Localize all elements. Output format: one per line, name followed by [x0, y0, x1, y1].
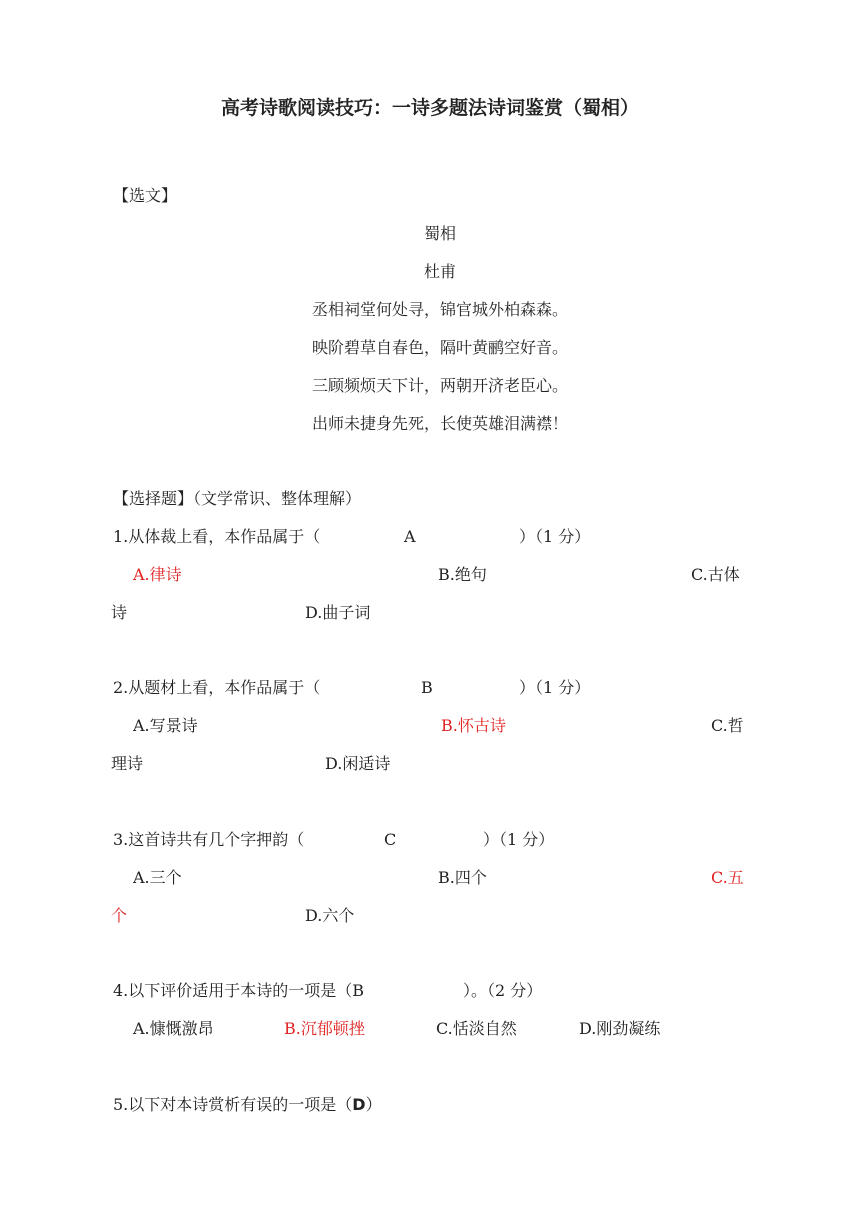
question-2-stem: 2.从题材上看，本作品属于（: [113, 678, 321, 697]
question-1-score: ）（1 分）: [519, 527, 591, 546]
question-3-option-d: D.六个: [305, 906, 355, 925]
question-1-option-b: B.绝句: [438, 565, 487, 584]
question-1-option-c: C.古体: [691, 565, 740, 584]
page-title: 高考诗歌阅读技巧：一诗多题法诗词鉴赏（蜀相）: [220, 97, 639, 119]
question-4-option-b: B.沉郁顿挫: [284, 1019, 365, 1038]
poem-title: 蜀相: [423, 224, 456, 243]
question-2-option-a: A.写景诗: [133, 716, 198, 735]
question-2-option-c-continued: 理诗: [111, 754, 144, 773]
question-2-option-b: B.怀古诗: [441, 716, 506, 735]
question-3-stem: 3.这首诗共有几个字押韵（: [113, 830, 305, 849]
question-2-answer: B: [421, 678, 433, 697]
section-label-multiple-choice: 【选择题】（文学常识、整体理解）: [113, 489, 362, 508]
poem-author: 杜甫: [423, 262, 456, 281]
section-label-passage: 【选文】: [113, 186, 178, 205]
question-1-option-a: A.律诗: [133, 565, 182, 584]
question-2-option-d: D.闲适诗: [325, 754, 391, 773]
question-5-close: ）: [365, 1095, 382, 1114]
question-4-stem: 4.以下评价适用于本诗的一项是（B: [113, 981, 365, 1000]
poem-line: 出师未捷身先死，长使英雄泪满襟！: [311, 414, 568, 433]
question-3-option-a: A.三个: [133, 868, 182, 887]
question-3-option-c-continued: 个: [111, 906, 128, 925]
question-5-stem: 5.以下对本诗赏析有误的一项是（: [113, 1095, 353, 1114]
question-1-stem: 1.从体裁上看，本作品属于（: [113, 527, 321, 546]
question-2-score: ）（1 分）: [519, 678, 591, 697]
question-3-answer: C: [384, 830, 397, 849]
question-4-option-d: D.刚劲凝练: [579, 1019, 661, 1038]
question-3-option-b: B.四个: [438, 868, 487, 887]
poem-line: 丞相祠堂何处寻，锦官城外柏森森。: [311, 300, 568, 319]
question-3-score: ）（1 分）: [483, 830, 555, 849]
question-4-option-c: C.恬淡自然: [436, 1019, 517, 1038]
question-1-answer: A: [404, 527, 416, 546]
question-5-answer: D: [352, 1095, 366, 1114]
question-1-option-c-continued: 诗: [111, 603, 128, 622]
question-2-option-c: C.哲: [711, 716, 744, 735]
question-3-option-c: C.五: [711, 868, 744, 887]
question-5-stem-line: [113, 1095, 382, 1115]
question-1-option-d: D.曲子词: [305, 603, 371, 622]
poem-line: 映阶碧草自春色，隔叶黄鹂空好音。: [311, 338, 568, 357]
poem-line: 三顾频烦天下计，两朝开济老臣心。: [311, 376, 568, 395]
question-4-option-a: A.慷慨激昂: [133, 1019, 214, 1038]
question-4-score: ）。（2 分）: [463, 981, 543, 1000]
